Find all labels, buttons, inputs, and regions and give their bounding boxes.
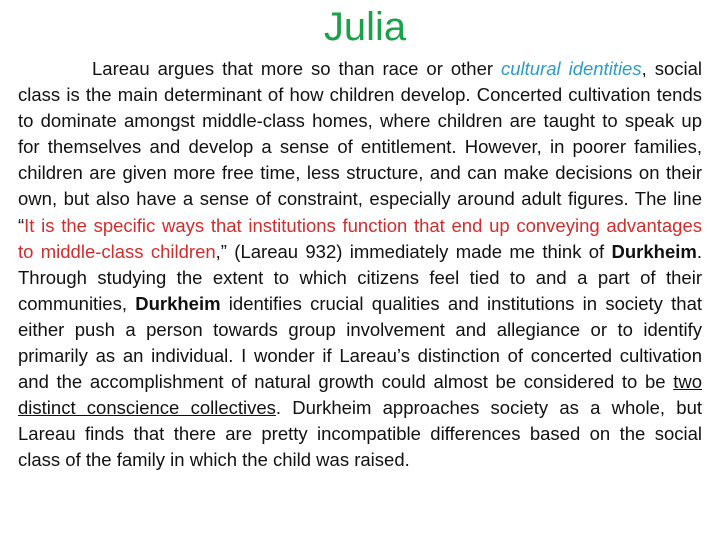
text-run: identifies crucial qualities and institutions in society that either push a person towards group involvement and allegiance or to identify primarily as an individual. I wonder if Lareau’s distinction of concerted cultivation and the accomplishment of natural growth could almost be considered to be: [18, 292, 702, 393]
text-run: . Durkheim approaches society as a whole, but Lareau finds that there are pretty incompatible differences based on the social class of the family in which the child was raised.: [18, 397, 702, 471]
durkheim-name: Durkheim: [611, 240, 697, 262]
text-run: , social class is the main determinant of how children develop. Concerted cultivation tends to dominate amongst middle-class homes, where children are taught to speak up for themselves and develop a sense of entitlement. However, in poorer families, children are given more free time, less structure, and can make decisions on their own, but also have a sense of constraint, especially around adult figures. The line “: [18, 58, 703, 236]
text-run: Lareau argues that more so than race or other: [92, 58, 501, 79]
cultural-identities-term: cultural identities: [500, 58, 642, 79]
durkheim-name: Durkheim: [135, 292, 221, 314]
text-run: ,” (Lareau 932) immediately made me think of: [215, 240, 612, 262]
quoted-line: It is the specific ways that institutions function that end up conveying advantages to middle-class children: [18, 214, 702, 262]
slide-title: Julia: [323, 5, 407, 49]
text-run: . Through studying the extent to which citizens feel tied to and a part of their communities,: [18, 240, 702, 314]
conscience-collectives-term: two distinct conscience collectives: [18, 371, 702, 419]
body-paragraph: [18, 56, 702, 474]
